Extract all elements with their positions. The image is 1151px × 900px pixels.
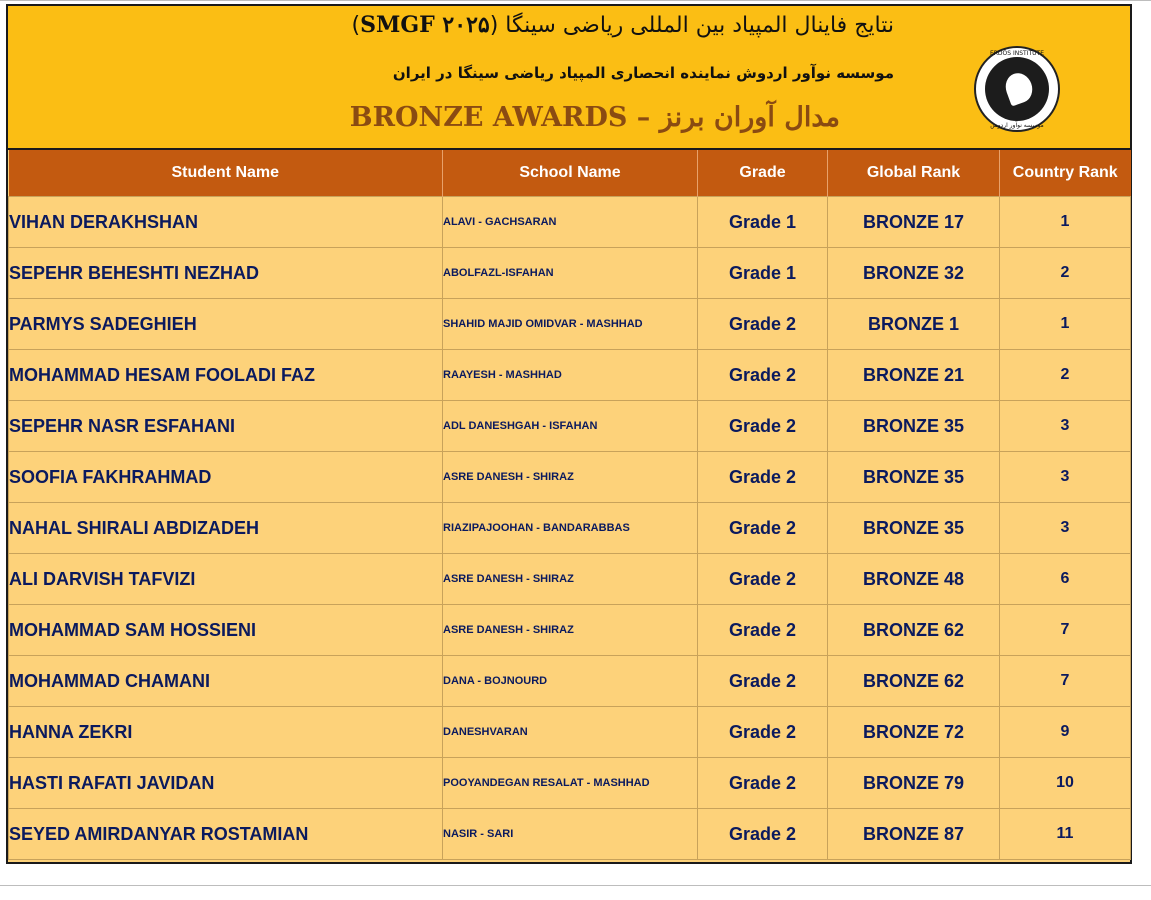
table-row [9,605,1131,656]
student-name: PARMYS SADEGHIEH [9,299,443,350]
student-name: MOHAMMAD CHAMANI [9,656,443,707]
country-rank: 11 [1000,809,1131,860]
grade: Grade 2 [698,605,828,656]
country-rank: 7 [1000,656,1131,707]
country-rank: 2 [1000,350,1131,401]
country-rank: 7 [1000,605,1131,656]
global-rank: BRONZE 1 [828,299,1000,350]
grade: Grade 2 [698,707,828,758]
page-title [94,12,894,38]
student-name: MOHAMMAD HESAM FOOLADI FAZ [9,350,443,401]
global-rank: BRONZE 35 [828,503,1000,554]
table-row [9,758,1131,809]
country-rank: 9 [1000,707,1131,758]
header-banner [8,6,1130,150]
title-code: SMGF ۲۰۲۵ [360,12,490,38]
column-header-school-name: School Name [443,150,698,197]
school-name: RIAZIPAJOOHAN - BANDARABBAS [443,503,698,554]
country-rank: 3 [1000,503,1131,554]
grade: Grade 2 [698,809,828,860]
title-prefix: نتایج فاینال المپیاد بین المللی ریاضی سینگا ( [489,13,894,38]
student-name: SOOFIA FAKHRAHMAD [9,452,443,503]
global-rank: BRONZE 21 [828,350,1000,401]
student-name: SEYED AMIRDANYAR ROSTAMIAN [9,809,443,860]
logo-head-icon [985,57,1049,121]
global-rank: BRONZE 17 [828,197,1000,248]
grade: Grade 2 [698,350,828,401]
school-name: ADL DANESHGAH - ISFAHAN [443,401,698,452]
table-row [9,248,1131,299]
table-row [9,452,1131,503]
global-rank: BRONZE 79 [828,758,1000,809]
column-header-student-name: Student Name [9,150,443,197]
school-name: ASRE DANESH - SHIRAZ [443,452,698,503]
grade: Grade 1 [698,248,828,299]
table-row [9,809,1131,860]
student-name: MOHAMMAD SAM HOSSIENI [9,605,443,656]
global-rank: BRONZE 35 [828,452,1000,503]
school-name: ASRE DANESH - SHIRAZ [443,605,698,656]
grade: Grade 2 [698,656,828,707]
global-rank: BRONZE 72 [828,707,1000,758]
sheet-bottom-border [0,885,1151,886]
column-header-global-rank: Global Rank [828,150,1000,197]
school-name: ASRE DANESH - SHIRAZ [443,554,698,605]
global-rank: BRONZE 32 [828,248,1000,299]
country-rank: 3 [1000,401,1131,452]
country-rank: 1 [1000,299,1131,350]
grade: Grade 2 [698,452,828,503]
student-name: SEPEHR BEHESHTI NEZHAD [9,248,443,299]
award-title: مدال آوران برنز – BRONZE AWARDS [349,102,840,133]
school-name: ABOLFAZL-ISFAHAN [443,248,698,299]
student-name: HASTI RAFATI JAVIDAN [9,758,443,809]
student-name: SEPEHR NASR ESFAHANI [9,401,443,452]
school-name: NASIR - SARI [443,809,698,860]
school-name: RAAYESH - MASHHAD [443,350,698,401]
column-header-grade: Grade [698,150,828,197]
erdos-institute-logo [974,46,1060,132]
grade: Grade 2 [698,503,828,554]
country-rank: 3 [1000,452,1131,503]
table-row [9,401,1131,452]
results-sheet [6,4,1132,864]
student-name: VIHAN DERAKHSHAN [9,197,443,248]
table-row [9,197,1131,248]
leaf-icon [1002,69,1037,106]
logo-bottom-text: موسسه نوآور اردوش [990,122,1044,129]
country-rank: 2 [1000,248,1131,299]
column-header-country-rank: Country Rank [1000,150,1131,197]
title-suffix: ) [351,13,361,38]
table-row [9,503,1131,554]
country-rank: 10 [1000,758,1131,809]
global-rank: BRONZE 48 [828,554,1000,605]
student-name: ALI DARVISH TAFVIZI [9,554,443,605]
grade: Grade 1 [698,197,828,248]
student-name: NAHAL SHIRALI ABDIZADEH [9,503,443,554]
school-name: SHAHID MAJID OMIDVAR - MASHHAD [443,299,698,350]
grade: Grade 2 [698,299,828,350]
sheet-top-border [0,0,1151,1]
school-name: DANESHVARAN [443,707,698,758]
table-row [9,299,1131,350]
table-row [9,350,1131,401]
school-name: DANA - BOJNOURD [443,656,698,707]
global-rank: BRONZE 35 [828,401,1000,452]
student-name: HANNA ZEKRI [9,707,443,758]
grade: Grade 2 [698,554,828,605]
school-name: ALAVI - GACHSARAN [443,197,698,248]
grade: Grade 2 [698,758,828,809]
country-rank: 1 [1000,197,1131,248]
table-header-row [9,150,1131,197]
table-row [9,707,1131,758]
table-row [9,554,1131,605]
grade: Grade 2 [698,401,828,452]
logo-top-text: ERDŐS INSTITUTE [989,50,1045,57]
global-rank: BRONZE 87 [828,809,1000,860]
global-rank: BRONZE 62 [828,656,1000,707]
school-name: POOYANDEGAN RESALAT - MASHHAD [443,758,698,809]
global-rank: BRONZE 62 [828,605,1000,656]
table-row [9,656,1131,707]
results-table [8,150,1131,860]
page-subtitle: موسسه نوآور اردوش نماینده انحصاری المپیاد ریاضی سینگا در ایران [392,64,894,82]
country-rank: 6 [1000,554,1131,605]
